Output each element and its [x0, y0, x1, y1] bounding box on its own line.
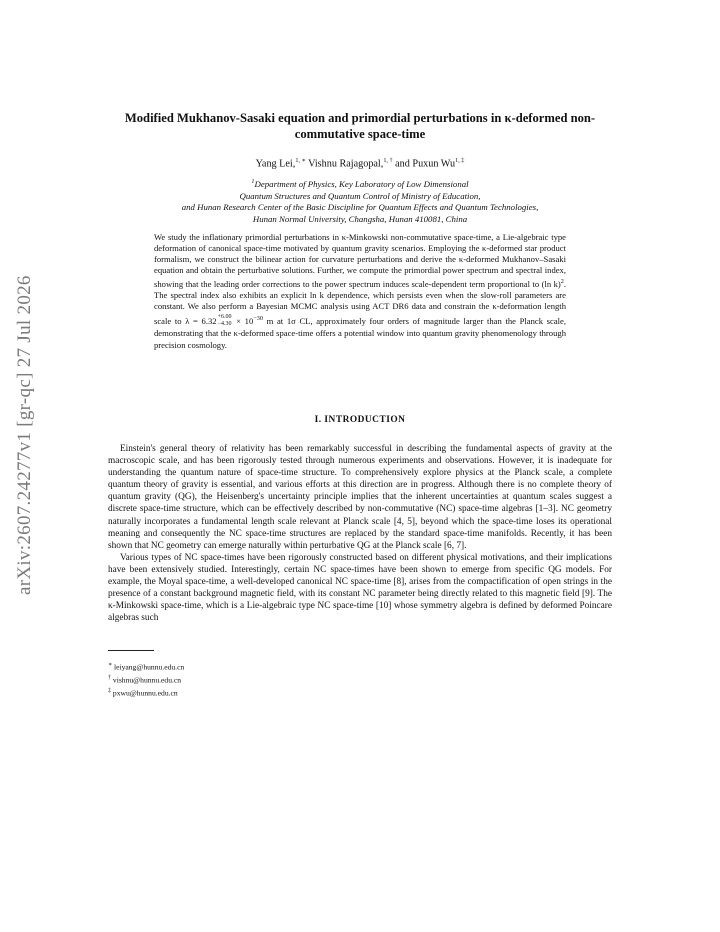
abstract-exponent: −30	[253, 314, 263, 322]
author-list	[105, 157, 615, 169]
author-marks: 1, †	[383, 157, 393, 164]
abstract-text: × 10	[232, 315, 254, 326]
author-name: Yang Lei,	[255, 158, 296, 170]
footnote-mark: †	[108, 674, 111, 681]
footnote-email[interactable]: pxwu@hunnu.edu.cn	[112, 688, 178, 698]
abstract-text: m at 1σ CL, approximately four orders of magnitude larger than the Planck scale, demonstrating that the κ-deformed space-time offers a potential window into quantum gravity phenomenology through precision cosmology.	[154, 315, 566, 350]
author-name: and Puxun Wu	[395, 158, 456, 170]
abstract-superscript: 2	[560, 278, 564, 286]
affiliation-mark: 1	[251, 178, 255, 185]
footnotes	[108, 660, 184, 698]
abstract-text: . The spectral index also exhibits an explicit ln k dependence, which persists even when the slow-roll parameters are constant. We also perform a Bayesian MCMC analysis using ACT DR6 data and constrain the κ-deformation length scale to λ = 6.32	[154, 279, 566, 326]
footnote	[108, 686, 184, 699]
footnote-email[interactable]: leiyang@hunnu.edu.cn	[113, 662, 185, 672]
arxiv-identifier: arXiv:2607.24277v1 [gr-qc] 27 Jul 2026	[14, 275, 35, 595]
paragraph: Einstein's general theory of relativity has been remarkably successful in describing the fundamental aspects of gravity at the macroscopic scale, and has been rigorously tested through numerous experiments and observations. However, it is inadequate for understanding the quantum nature of space-time structure. To comprehensively explore physics at the Planck scale, a complete quantum theory of gravity is essential, and various efforts at this direction are in progress. Although there is no complete theory of quantum gravity (QG), the Heisenberg's uncertainty principle implies that the inherent uncertainties at quantum scales suggest a discrete space-time structure, which can be effectively described by non-commutative (NC) space-time algebras [1–3]. NC geometry naturally incorporates a fundamental length scale relevant at Planck scale [4, 5], beyond which the space-time loses its operational meaning and consequently the NC space-time structures are replaced by the standard space-time manifolds. Recently, it has been shown that NC geometry can emerge naturally within perturbative QG at the Planck scale [6, 7].	[108, 444, 612, 551]
affiliation	[108, 176, 612, 225]
paper-title: Modified Mukhanov-Sasaki equation and primordial perturbations in κ-deformed non-commutative space-time	[124, 111, 596, 141]
author-name: Vishnu Rajagopal,	[308, 158, 384, 170]
error-bars	[218, 314, 232, 328]
affiliation-line: and Hunan Research Center of the Basic Discipline for Quantum Effects and Quantum Technologies,	[181, 202, 539, 213]
affiliation-line: Quantum Structures and Quantum Control of Ministry of Education,	[239, 190, 481, 201]
error-lower: −4.30	[217, 321, 232, 328]
abstract	[154, 232, 566, 351]
paragraph: Various types of NC space-times have been rigorously constructed based on different physical motivations, and their implications have been extensively studied. Interestingly, certain NC space-times have been shown to emerge from specific QG models. For example, the Moyal space-time, a well-developed canonical NC space-time [8], arises from the compactification of open strings in the presence of a constant background magnetic field, with its constant NC parameter being directly related to this magnetic field [9]. The κ-Minkowski space-time, which is a Lie-algebraic type NC space-time [10] whose symmetry algebra is defined by deformed Poincare algebras such	[108, 552, 612, 624]
introduction-body	[108, 443, 612, 624]
footnote	[108, 673, 184, 686]
author-marks: 1, ‡	[455, 157, 465, 164]
section-heading: I. INTRODUCTION	[314, 415, 406, 425]
affiliation-line: Hunan Normal University, Changsha, Hunan 410081, China	[252, 213, 468, 224]
abstract-text: We study the inflationary primordial perturbations in κ-Minkowski non-commutative space-time, a Lie-algebraic type deformation of canonical space-time motivated by quantum gravity scenarios. Employing the κ-deformed star product formalism, we construct the bilinear action for curvature perturbations and derive the κ-deformed Mukhanov–Sasaki equation and obtain the perturbative solutions. Further, we compute the primordial power spectrum and spectral index, showing that the leading order corrections to the power spectrum induces scale-dependent term proportional to (ln k)	[154, 232, 566, 290]
error-upper: +6.00	[217, 314, 232, 321]
affiliation-line: Department of Physics, Key Laboratory of Low Dimensional	[254, 178, 469, 189]
author-marks: 1, ∗	[295, 157, 306, 164]
footnote-rule	[108, 650, 154, 651]
footnote	[108, 660, 184, 673]
footnote-mark: ‡	[108, 687, 111, 694]
footnote-email[interactable]: vishnu@hunnu.edu.cn	[112, 675, 182, 685]
footnote-mark: ∗	[108, 662, 113, 668]
